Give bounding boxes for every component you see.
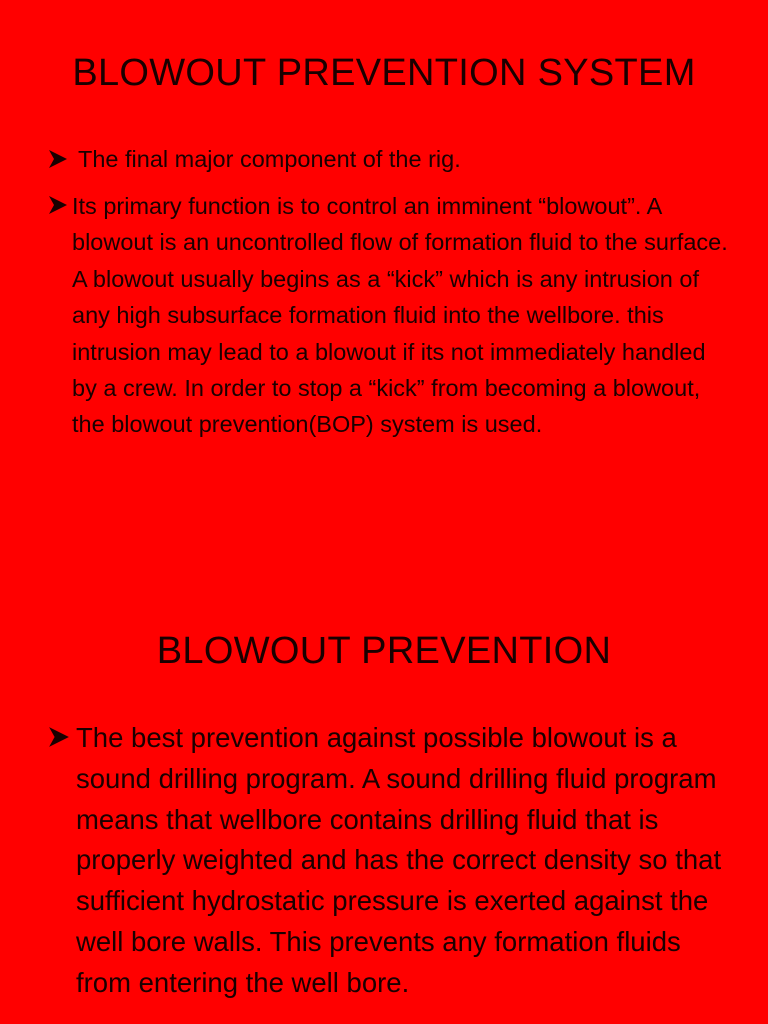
arrow-bullet-icon bbox=[48, 195, 72, 215]
bullet-text: Its primary function is to control an imminent “blowout”. A blowout is an uncontrolled flow of formation fluid to the surface. A blowout usually begins as a “kick” which is any intrusion of any high subsurface formation fluid into the wellbore. this intrusion may lead to a blowout if its not immediately handled by a crew. In order to stop a “kick” from becoming a blowout, the blowout prevention(BOP) system is used. bbox=[72, 193, 728, 438]
slide-title-blowout-prevention: BLOWOUT PREVENTION bbox=[156, 630, 612, 672]
bullet-text: The best prevention against possible blowout is a sound drilling program. A sound drilling fluid program means that wellbore contains drilling fluid that is properly weighted and has the correct density so that sufficient hydrostatic pressure is exerted against the well bore walls. This prevents any formation fluids from entering the well bore. bbox=[76, 722, 722, 998]
bullet-text: The final major component of the rig. bbox=[78, 146, 461, 172]
bullet-item bbox=[48, 718, 738, 1004]
slide-title-blowout-prevention-system: BLOWOUT PREVENTION SYSTEM bbox=[72, 52, 696, 94]
arrow-bullet-icon bbox=[48, 149, 78, 169]
bullet-item bbox=[48, 188, 728, 443]
arrow-bullet-icon bbox=[48, 726, 76, 748]
bullet-item bbox=[48, 144, 738, 174]
